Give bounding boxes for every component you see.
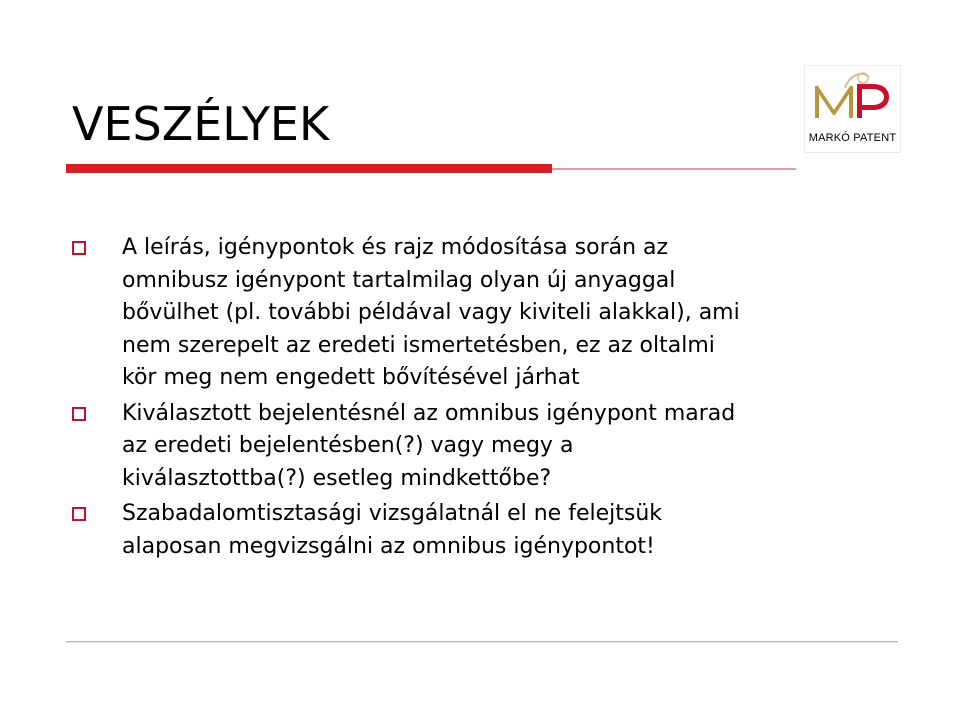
- bullet-item: [72, 398, 902, 496]
- hollow-square-bullet-icon: [72, 407, 86, 421]
- bullet-text-line: Kiválasztott bejelentésnél az omnibus igénypont marad: [122, 400, 736, 426]
- bullet-text-line: kör meg nem engedett bővítésével járhat: [122, 365, 580, 390]
- bullet-text-line: Szabadalomtisztasági vizsgálatnál el ne felejtsük: [122, 501, 663, 526]
- bullet-text-line: kiválasztottba(?) esetleg mindkettőbe?: [122, 465, 552, 491]
- footer-divider: [66, 641, 898, 643]
- title-underline: [66, 164, 552, 173]
- bullet-item: [72, 498, 902, 563]
- bullet-text-line: az eredeti bejelentésben(?) vagy megy a: [122, 433, 574, 458]
- bullet-text-line: omnibusz igénypont tartalmilag olyan új anyaggal: [122, 267, 676, 293]
- bullet-text-line: nem szerepelt az eredeti ismertetésben, ez az oltalmi: [122, 332, 715, 358]
- bullet-text-line: bővülhet (pl. további példával vagy kiviteli alakkal), ami: [122, 300, 740, 325]
- marko-patent-logo: [805, 66, 900, 152]
- hollow-square-bullet-icon: [72, 507, 86, 521]
- title-underline-extension: [552, 168, 796, 170]
- bullet-text-line: alaposan megvizsgálni az omnibus igénypontot!: [122, 533, 655, 559]
- logo-monogram-icon: [805, 66, 900, 132]
- hollow-square-bullet-icon: [72, 241, 86, 255]
- logo-caption: MARKÓ PATENT: [808, 132, 897, 144]
- slide-title: VESZÉLYEK: [72, 97, 330, 151]
- bullet-text-line: A leírás, igénypontok és rajz módosítása során az: [122, 235, 669, 260]
- bullet-list: [72, 232, 902, 566]
- bullet-item: [72, 232, 902, 395]
